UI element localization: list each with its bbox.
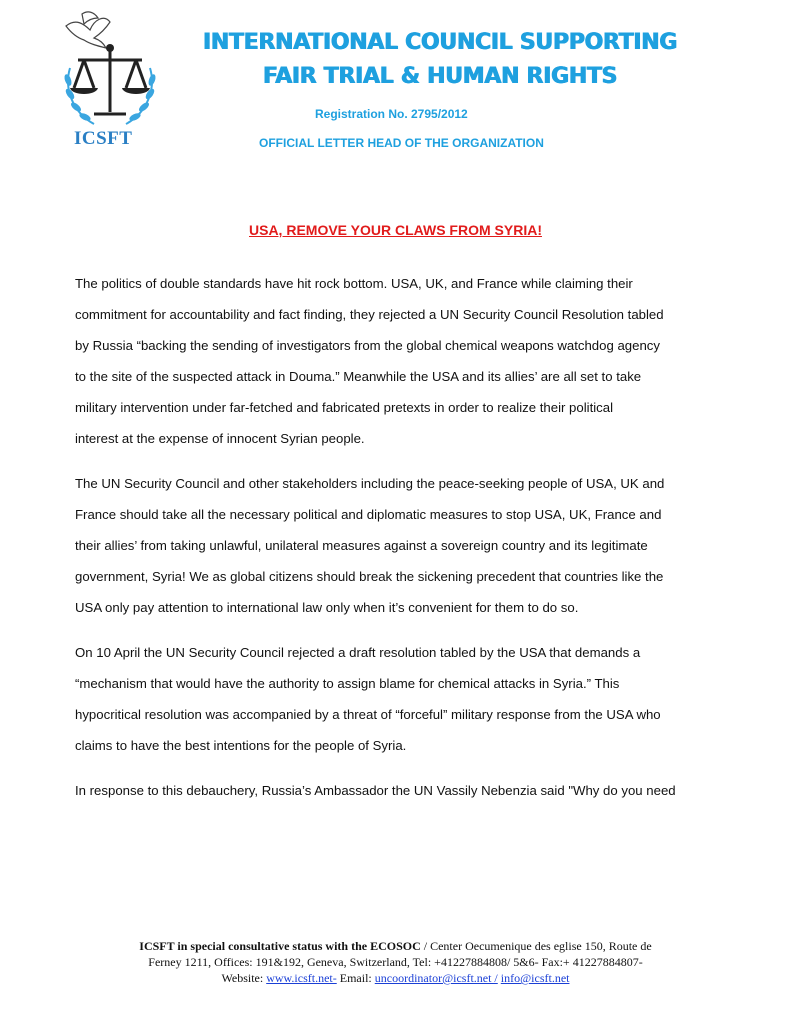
text-line: The politics of double standards have hit rock bottom. USA, UK, and France while claiming their — [75, 276, 633, 291]
footer-line1 — [139, 939, 651, 953]
text-line: France should take all the necessary political and diplomatic measures to stop USA, UK, France and — [75, 507, 662, 522]
paragraph — [75, 641, 725, 765]
paragraph — [75, 272, 725, 458]
document-title: USA, REMOVE YOUR CLAWS FROM SYRIA! — [249, 222, 542, 238]
email-link-coordinator[interactable]: uncoordinator@icsft.net / — [374, 971, 498, 985]
text-line: to the site of the suspected attack in Douma.” Meanwhile the USA and its allies’ are all set to take — [75, 369, 642, 384]
text-line: The UN Security Council and other stakeholders including the peace-seeking people of USA, UK and — [75, 476, 665, 491]
dove-icon — [66, 12, 110, 48]
website-label: Website: — [221, 971, 267, 985]
text-line: USA only pay attention to international law only when it’s convenient for them to do so. — [75, 600, 579, 615]
text-line: government, Syria! We as global citizens should break the sickening precedent that countries like the — [75, 569, 664, 584]
email-link-info[interactable]: info@icsft.net — [500, 971, 570, 985]
text-line: interest at the expense of innocent Syrian people. — [75, 431, 365, 446]
text-line: their allies’ from taking unlawful, unilateral measures against a sovereign country and its legitimate — [75, 538, 648, 553]
text-line: by Russia “backing the sending of investigators from the global chemical weapons watchdog agency — [75, 338, 660, 353]
footer-contact: Ferney 1211, Offices: 191&192, Geneva, Switzerland, Tel: +41227884808/ 5&6- Fax:+ 41227884807- — [148, 955, 643, 969]
text-line: claims to have the best intentions for the people of Syria. — [75, 738, 407, 753]
footer-address: / Center Oecumenique des eglise 150, Route de — [420, 939, 652, 953]
paragraph — [75, 779, 725, 810]
footer — [40, 938, 751, 986]
official-letterhead-label: OFFICIAL LETTER HEAD OF THE ORGANIZATION — [259, 136, 544, 150]
text-line: military intervention under far-fetched and fabricated pretexts in order to realize their political — [75, 400, 614, 415]
website-link[interactable]: www.icsft.net- — [266, 971, 337, 985]
registration-number: Registration No. 2795/2012 — [315, 107, 468, 121]
footer-status: ICSFT in special consultative status with the ECOSOC — [139, 939, 421, 953]
organization-title-line1: INTERNATIONAL COUNCIL SUPPORTING — [202, 30, 678, 55]
text-line: “mechanism that would have the authority to assign blame for chemical attacks in Syria.” This — [75, 676, 620, 691]
text-line: hypocritical resolution was accompanied by a threat of “forceful” military response from the USA who — [75, 707, 661, 722]
email-label: Email: — [336, 971, 375, 985]
paragraph — [75, 472, 725, 627]
text-line: In response to this debauchery, Russia’s Ambassador the UN Vassily Nebenzia said "Why do you need — [75, 783, 676, 798]
document-body — [75, 272, 725, 824]
footer-links — [40, 970, 751, 986]
organization-title-line2: FAIR TRIAL & HUMAN RIGHTS — [262, 64, 618, 89]
text-line: commitment for accountability and fact finding, they rejected a UN Security Council Resolution tabled — [75, 307, 664, 322]
logo-text: ICSFT — [74, 128, 133, 149]
text-line: On 10 April the UN Security Council rejected a draft resolution tabled by the USA that demands a — [75, 645, 641, 660]
